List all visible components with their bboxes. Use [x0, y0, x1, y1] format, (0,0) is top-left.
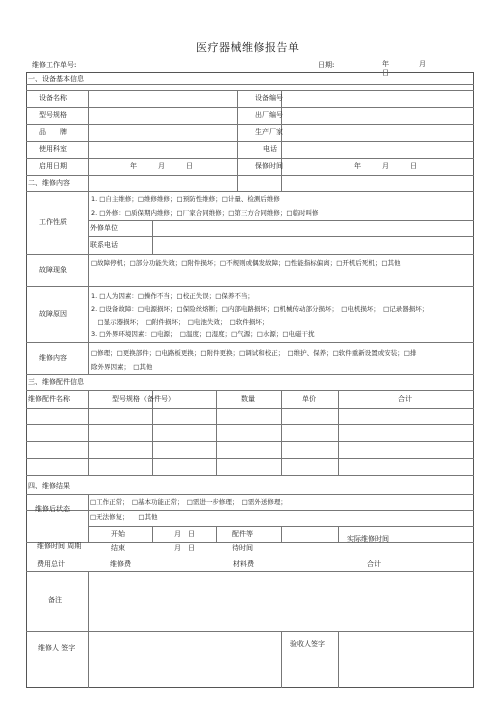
repair-content-line2: 除外界因素； □其他 — [91, 363, 153, 371]
external-unit-label: 外修单位 — [90, 224, 118, 232]
remarks-label: 备注 — [48, 596, 62, 604]
enable-date-value: 年 月 日 — [130, 162, 193, 170]
repair-fee-label: 维修费 — [110, 560, 131, 568]
work-nature-line1: 1. □自主维修；□维修维修；□预防性维修；□计量、检测后维修 — [91, 195, 280, 203]
warranty-label: 保修时间 — [255, 162, 283, 170]
manufacturer-label: 生产厂家 — [255, 128, 283, 136]
status-line2: □无法修复； □其他 — [90, 513, 158, 521]
parts-header-price: 单价 — [302, 395, 316, 403]
section-title: 三、维修配件信息 — [28, 378, 84, 386]
parts-header-name: 维修配件名称 — [28, 395, 70, 403]
section-title: 一、设备基本信息 — [28, 75, 84, 83]
status-label: 维修后状态 — [35, 505, 70, 513]
end-date: 月 日 — [174, 544, 195, 552]
start-label: 开始 — [111, 530, 125, 538]
checker-signature-label: 验收人签字 — [290, 640, 325, 648]
parts-header-model: 型号规格（备件号） — [112, 395, 175, 403]
section-title: 四、维修结果 — [28, 482, 70, 490]
dept-label: 使用科室 — [39, 145, 67, 153]
work-nature-label: 工作性质 — [39, 218, 67, 226]
end-label: 结束 — [111, 544, 125, 552]
sum-label: 合计 — [367, 560, 381, 568]
parts-header-qty: 数量 — [241, 395, 255, 403]
brand-label: 品 牌 — [39, 128, 67, 136]
wait-time-label: 待时间 — [232, 544, 253, 552]
repair-content-label: 维修内容 — [39, 354, 67, 362]
section-title: 二、维修内容 — [28, 179, 70, 187]
fault-cause-label: 故障原因 — [39, 310, 67, 318]
parts-wait-label: 配件等 — [232, 530, 253, 538]
cost-total-label: 费用总计 — [37, 560, 65, 568]
device-name-label: 设备名称 — [39, 94, 67, 102]
date-day: 日 — [382, 69, 389, 77]
model-label: 型号规格 — [39, 111, 67, 119]
factory-no-label: 出厂编号 — [255, 111, 283, 119]
enable-date-label: 启用日期 — [39, 162, 67, 170]
fault-cause-line4: 3. □外界环境因素：□电源； □温度；□湿度；□气源；□水源；□电磁干扰 — [91, 330, 315, 338]
fault-phenomenon-options: □故障停机；□部分功能失效；□附件损坏；□不规则或偶发故障；□性能指标偏离；□开机后死机；□其他 — [91, 259, 401, 267]
fault-cause-line2: 2. □设备故障：□电源损坏；□保险丝熔断；□内部电路损坏；□机械传动部分损坏； □电机损坏； □记录器损坏； — [91, 305, 429, 313]
date-label: 日期: — [318, 61, 335, 69]
date-year: 年 — [382, 60, 389, 68]
material-fee-label: 材料费 — [233, 560, 254, 568]
repair-time-label: 维修时间 周期 — [37, 542, 82, 550]
fault-phenomenon-label: 故障现象 — [39, 266, 67, 274]
fault-cause-line3: □显示器损坏； □附件损坏； □电池失效； □软件损坏； — [91, 318, 269, 326]
date-month: 月 — [419, 60, 426, 68]
status-line1: □工作正常； □基本功能正常； □需进一步修理； □需外送修理； — [90, 498, 287, 506]
actual-time-label: 实际维修时间 — [347, 535, 389, 543]
phone-label: 电话 — [263, 145, 277, 153]
parts-header-total: 合计 — [398, 395, 412, 403]
work-nature-line2: 2. □外修：□质保期内维修；□厂家合同维修；□第三方合同维修；□临时叫修 — [91, 209, 319, 217]
device-no-label: 设备编号 — [255, 94, 283, 102]
repairer-signature-label: 维修人 签字 — [38, 644, 76, 652]
page-title: 医疗器械维修报告单 — [196, 41, 300, 54]
fault-cause-line1: 1. □人为因素：□操作不当；□校正失误；□保养不当； — [91, 292, 254, 300]
repair-content-line1: □修理；□更换部件；□电路板更换；□附件更换；□调试和校正； □维护、保养；□软件重新设置或安装；□排 — [91, 349, 417, 357]
start-date: 月 日 — [174, 530, 195, 538]
warranty-value: 年 月 日 — [354, 162, 417, 170]
contact-phone-label: 联系电话 — [90, 241, 118, 249]
order-number-label: 维修工作单号: — [32, 61, 77, 69]
